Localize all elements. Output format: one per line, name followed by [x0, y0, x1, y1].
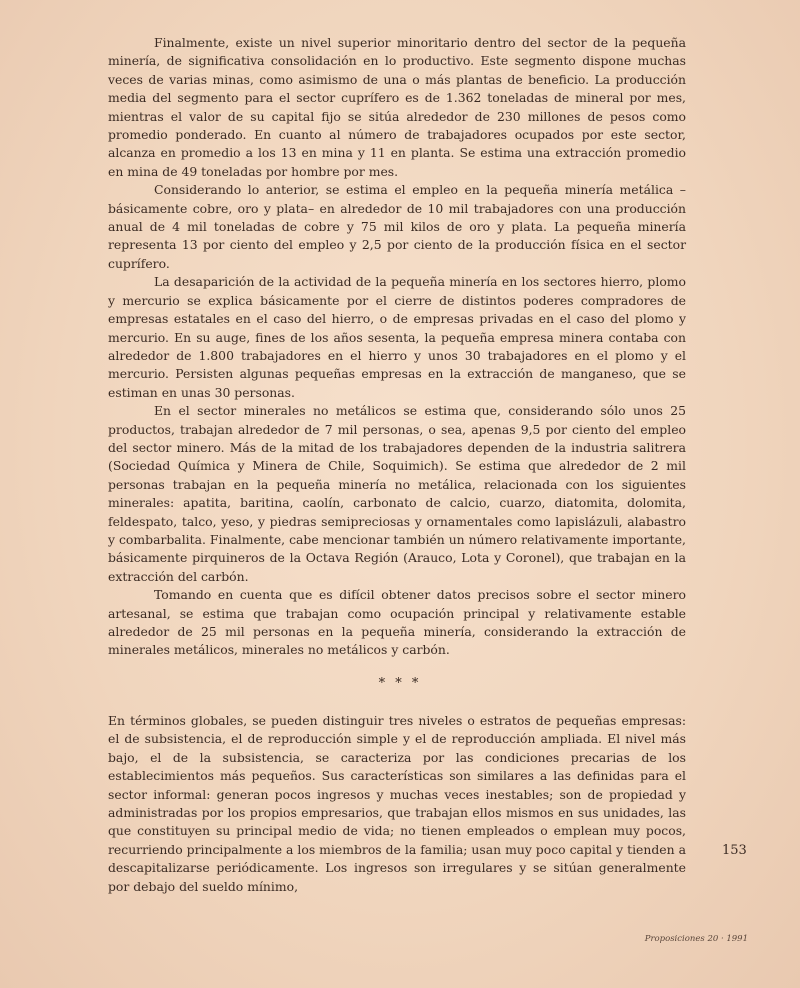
paragraph: Considerando lo anterior, se estima el empleo en la pequeña minería metálica –básicamente cobre, oro y plata– en alrededor de 10 mil trabajadores con una producción anual de 4 mil toneladas de cobre y 75 mil kilos de oro y plata. La pequeña minería representa 13 por ciento del empleo y 2,5 por ciento de la producción física en el sector cuprífero.	[108, 182, 686, 271]
body-text-upper	[108, 34, 686, 660]
paragraph: En el sector minerales no metálicos se estima que, considerando sólo unos 25 productos, trabajan alrededor de 7 mil personas, o sea, apenas 9,5 por ciento del empleo del sector minero. Más de la mitad de los trabajadores dependen de la industria salitrera (Sociedad Química y Minera de Chile, Soquimich). Se estima que alrededor de 2 mil personas trabajan en la pequeña minería no metálica, relacionada con los siguientes minerales: apatita, baritina, caolín, carbonato de calcio, cuarzo, diatomita, dolomita, feldespato, talco, yeso, y piedras semipreciosas y ornamentales como lapislázuli, alabastro y combarbalita. Finalmente, cabe mencionar también un número relativamente importante, básicamente pirquineros de la Octava Región (Arauco, Lota y Coronel), que trabajan en la extracción del carbón.	[108, 403, 686, 584]
body-text-lower	[108, 712, 686, 896]
footer-reference: Proposiciones 20 · 1991	[644, 934, 748, 944]
paragraph: Tomando en cuenta que es difícil obtener datos precisos sobre el sector minero artesanal, se estima que trabajan como ocupación principal y relativamente estable alrededor de 25 mil personas en la pequeña minería, considerando la extracción de minerales metálicos, minerales no metálicos y carbón.	[108, 587, 686, 658]
section-separator: * * *	[378, 676, 422, 691]
page-number: 153	[722, 843, 747, 858]
paragraph: La desaparición de la actividad de la pequeña minería en los sectores hierro, plomo y mercurio se explica básicamente por el cierre de distintos poderes compradores de empresas estatales en el caso del hierro, o de empresas privadas en el caso del plomo y mercurio. En su auge, fines de los años sesenta, la pequeña empresa minera contaba con alrededor de 1.800 trabajadores en el hierro y unos 30 trabajadores en el plomo y el mercurio. Persisten algunas pequeñas empresas en la extracción de manganeso, que se estiman en unas 30 personas.	[108, 274, 686, 400]
paragraph: Finalmente, existe un nivel superior minoritario dentro del sector de la pequeña minería, de significativa consolidación en lo productivo. Este segmento dispone muchas veces de varias minas, como asimismo de una o más plantas de beneficio. La producción media del segmento para el sector cuprífero es de 1.362 toneladas de mineral por mes, mientras el valor de su capital fijo se sitúa alrededor de 230 millones de pesos como promedio ponderado. En cuanto al número de trabajadores ocupados por este sector, alcanza en promedio a los 13 en mina y 11 en planta. Se estima una extracción promedio en mina de 49 toneladas por hombre por mes.	[108, 35, 686, 179]
paragraph: En términos globales, se pueden distinguir tres niveles o estratos de pequeñas empresas: el de subsistencia, el de reproducción simple y el de reproducción ampliada. El nivel más bajo, el de la subsistencia, se caracteriza por las condiciones precarias de los establecimientos más pequeños. Sus características son similares a las definidas para el sector informal: generan pocos ingresos y muchas veces inestables; son de propiedad y administradas por los propios empresarios, que trabajan ellos mismos en sus unidades, las que constituyen su principal medio de vida; no tienen empleados o emplean muy pocos, recurriendo principalmente a los miembros de la familia; usan muy poco capital y tienden a descapitalizarse periódicamente. Los ingresos son irregulares y se sitúan generalmente por debajo del sueldo mínimo,	[108, 713, 686, 894]
